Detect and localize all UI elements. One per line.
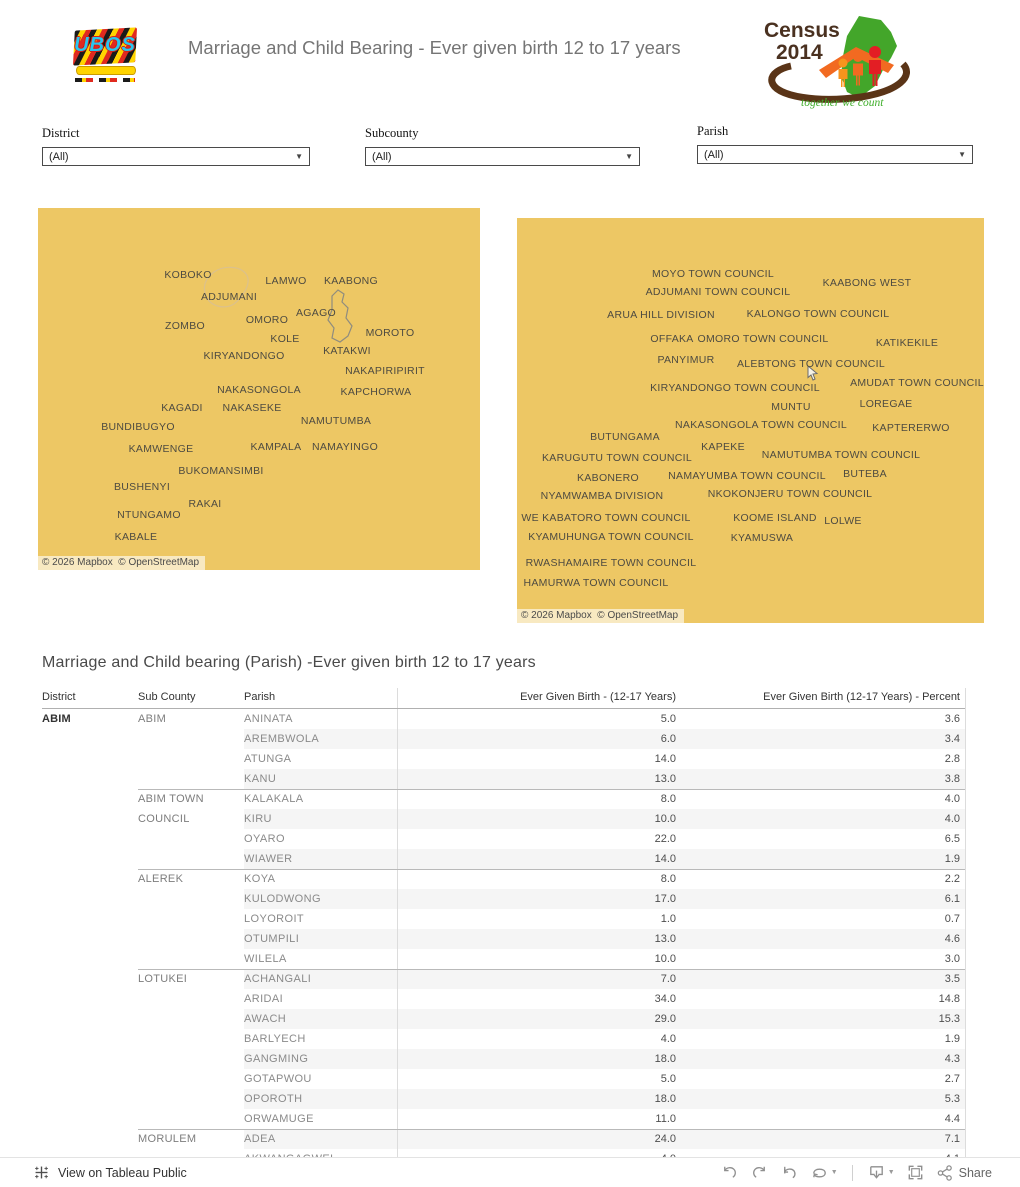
row-indent: [42, 1109, 244, 1129]
page-title: Marriage and Child Bearing - Ever given birth 12 to 17 years: [188, 37, 681, 58]
subcounty-cell[interactable]: ABIM: [138, 713, 167, 725]
table-row: [42, 1049, 965, 1069]
parish-map-label[interactable]: KAABONG WEST: [822, 277, 912, 289]
ubos-logo-text: UBOS: [74, 34, 136, 56]
district-map-label[interactable]: BUSHENYI: [113, 481, 171, 493]
parish-cell[interactable]: WIAWER: [244, 853, 293, 865]
district-map-label[interactable]: KAGADI: [161, 402, 203, 414]
share-button[interactable]: [936, 1164, 992, 1182]
parish-map-label[interactable]: RWASHAMAIRE TOWN COUNCIL: [525, 557, 697, 569]
district-map-label[interactable]: ZOMBO: [165, 320, 205, 332]
district-filter-dropdown[interactable]: [42, 147, 310, 166]
row-indent: [42, 1069, 244, 1089]
parish-map-label[interactable]: ALEBTONG TOWN COUNCIL: [736, 358, 886, 370]
percent-value[interactable]: 3.5: [944, 973, 960, 985]
parish-cell[interactable]: OYARO: [244, 833, 285, 845]
row-strip: [244, 809, 965, 829]
tableau-toolbar: [0, 1157, 1020, 1187]
district-map-label[interactable]: MOROTO: [365, 327, 415, 339]
percent-value[interactable]: 4.0: [944, 813, 960, 825]
district-filter-label: District: [42, 126, 80, 140]
births-value[interactable]: 14.0: [397, 749, 681, 769]
percent-value[interactable]: 4.6: [944, 933, 960, 945]
subcounty-cell[interactable]: ABIM TOWN COUNCIL: [138, 793, 204, 825]
births-value[interactable]: 17.0: [397, 889, 681, 909]
births-value[interactable]: 18.0: [397, 1089, 681, 1109]
births-value[interactable]: 34.0: [397, 989, 681, 1009]
percent-value[interactable]: 6.5: [944, 833, 960, 845]
births-value[interactable]: 10.0: [397, 809, 681, 829]
subcounty-group: [42, 969, 965, 1129]
percent-value[interactable]: 4.4: [944, 1113, 960, 1125]
parish-map-label[interactable]: AMUDAT TOWN COUNCIL: [850, 377, 984, 389]
row-indent: [42, 989, 244, 1009]
row-strip: [244, 1069, 965, 1089]
download-button[interactable]: [867, 1163, 895, 1182]
district-map-label[interactable]: KIRYANDONGO: [203, 350, 285, 362]
table-row: [42, 749, 965, 769]
district-map-label[interactable]: NAMUTUMBA: [300, 415, 372, 427]
subcounty-cell[interactable]: ALEREK: [138, 873, 184, 885]
births-value[interactable]: 5.0: [397, 709, 681, 729]
percent-value[interactable]: 3.4: [944, 733, 960, 745]
parish-cell[interactable]: GOTAPWOU: [244, 1073, 312, 1085]
parish-cell[interactable]: GANGMING: [244, 1053, 309, 1065]
district-map-label[interactable]: KOBOKO: [164, 269, 212, 281]
district-map-label[interactable]: RAKAI: [188, 498, 222, 510]
parish-cell[interactable]: AWACH: [244, 1013, 287, 1025]
table-row: [42, 949, 965, 969]
percent-value[interactable]: 2.7: [944, 1073, 960, 1085]
census-tagline: together we count: [801, 97, 884, 109]
district-map-label[interactable]: KAMPALA: [250, 441, 302, 453]
table-row: [42, 989, 965, 1009]
table-row: [42, 849, 965, 869]
row-strip: [244, 969, 965, 989]
ubos-underline: [75, 78, 135, 82]
births-value[interactable]: 24.0: [397, 1129, 681, 1149]
table-row: [42, 829, 965, 849]
table-row: [42, 909, 965, 929]
row-strip: [244, 1049, 965, 1069]
row-strip: [244, 1009, 965, 1029]
percent-value[interactable]: 4.3: [944, 1053, 960, 1065]
census-year-text: 2014: [776, 41, 823, 64]
col-header-district[interactable]: District: [42, 691, 76, 703]
subcounty-group: [42, 709, 965, 789]
redo-button[interactable]: [750, 1163, 769, 1182]
parish-cell[interactable]: WILELA: [244, 953, 287, 965]
col-header-births[interactable]: Ever Given Birth - (12-17 Years): [397, 688, 681, 708]
births-value[interactable]: 11.0: [397, 1109, 681, 1129]
parish-filter-value: (All): [704, 148, 724, 161]
parish-map-label[interactable]: MOYO TOWN COUNCIL: [652, 268, 774, 280]
row-indent: [42, 749, 244, 769]
district-map-label[interactable]: OMORO: [245, 314, 289, 326]
revert-button[interactable]: [780, 1163, 799, 1182]
parish-cell[interactable]: KULODWONG: [244, 893, 321, 905]
col-header-parish[interactable]: Parish: [244, 691, 276, 703]
percent-value[interactable]: 6.1: [944, 893, 960, 905]
parish-map-label[interactable]: KAPTERERWO: [872, 422, 950, 434]
row-strip: [244, 869, 965, 889]
subcounty-filter-dropdown[interactable]: [365, 147, 640, 166]
parish-data-table: [42, 688, 966, 1169]
table-row: [42, 769, 965, 789]
chevron-down-icon[interactable]: ▼: [295, 152, 303, 161]
district-map-label[interactable]: LAMWO: [265, 275, 307, 287]
row-indent: [42, 829, 244, 849]
fullscreen-icon: [906, 1163, 925, 1182]
subcounty-group: [42, 789, 965, 869]
parish-cell[interactable]: KOYA: [244, 873, 276, 885]
parish-map-label[interactable]: NAMUTUMBA TOWN COUNCIL: [761, 449, 921, 461]
table-row: [42, 1109, 965, 1129]
table-row: [42, 729, 965, 749]
chevron-down-icon: ▼: [887, 1169, 895, 1176]
download-icon: [867, 1163, 886, 1182]
parish-cell[interactable]: LOYOROIT: [244, 913, 305, 925]
col-header-percent[interactable]: Ever Given Birth (12-17 Years) - Percent: [763, 691, 960, 703]
district-map-label[interactable]: NAMAYINGO: [311, 441, 379, 453]
births-value[interactable]: 13.0: [397, 929, 681, 949]
redo-icon: [750, 1163, 769, 1182]
parish-map-label[interactable]: ARUA HILL DIVISION: [607, 309, 715, 321]
row-indent: [42, 1049, 244, 1069]
share-label: Share: [958, 1165, 992, 1180]
parish-filter: [697, 124, 973, 164]
parish-map-label[interactable]: BUTEBA: [843, 468, 887, 480]
subcounty-group: [42, 869, 965, 969]
births-value[interactable]: 13.0: [397, 769, 681, 789]
census-2014-logo: [763, 12, 913, 109]
row-strip: [244, 729, 965, 749]
fullscreen-button[interactable]: [906, 1163, 925, 1182]
row-strip: [244, 829, 965, 849]
births-value[interactable]: 4.0: [397, 1029, 681, 1049]
parish-cell[interactable]: ANINATA: [244, 713, 293, 725]
births-value[interactable]: 18.0: [397, 1049, 681, 1069]
view-on-tableau-public-label: View on Tableau Public: [58, 1165, 187, 1180]
undo-button[interactable]: [720, 1163, 739, 1182]
parish-map-label[interactable]: HAMURWA TOWN COUNCIL: [523, 577, 669, 589]
births-value[interactable]: 1.0: [397, 909, 681, 929]
percent-value[interactable]: 2.2: [944, 873, 960, 885]
parish-cell[interactable]: ORWAMUGE: [244, 1113, 314, 1125]
district-map-label[interactable]: KAPCHORWA: [340, 386, 412, 398]
subcounty-filter-value: (All): [372, 150, 392, 163]
table-row: [42, 1089, 965, 1109]
district-map-label[interactable]: BUKOMANSIMBI: [178, 465, 264, 477]
district-map-label[interactable]: ADJUMANI: [200, 291, 258, 303]
map-attribution[interactable]: © 2026 Mapbox © OpenStreetMap: [38, 556, 205, 570]
row-indent: [42, 929, 244, 949]
parish-map-label[interactable]: KYAMUSWA: [730, 532, 794, 544]
row-indent: [42, 889, 244, 909]
percent-value[interactable]: 2.8: [944, 753, 960, 765]
row-strip: [244, 949, 965, 969]
table-row: [42, 1029, 965, 1049]
district-map[interactable]: [38, 208, 480, 570]
district-map-label[interactable]: KATAKWI: [323, 345, 371, 357]
table-title: Marriage and Child bearing (Parish) -Ever given birth 12 to 17 years: [42, 654, 536, 671]
row-indent: [42, 849, 244, 869]
percent-value[interactable]: 4.0: [944, 793, 960, 805]
ubos-logo: [72, 26, 138, 88]
table-row: [42, 1069, 965, 1089]
percent-value[interactable]: 1.9: [944, 853, 960, 865]
births-value[interactable]: 5.0: [397, 1069, 681, 1089]
row-strip: [244, 789, 965, 809]
row-indent: [42, 769, 244, 789]
district-filter-value: (All): [49, 150, 69, 163]
parish-cell[interactable]: OTUMPILI: [244, 933, 300, 945]
district-map-label[interactable]: BUNDIBUGYO: [101, 421, 175, 433]
percent-value[interactable]: 3.8: [944, 773, 960, 785]
district-map-label[interactable]: KOLE: [270, 333, 300, 345]
parish-cell[interactable]: ATUNGA: [244, 753, 292, 765]
births-value[interactable]: 22.0: [397, 829, 681, 849]
table-row: [42, 889, 965, 909]
percent-value[interactable]: 1.9: [944, 1033, 960, 1045]
census-text: Census: [764, 19, 840, 42]
district-map-label[interactable]: AGAGO: [295, 307, 337, 319]
parish-cell[interactable]: KANU: [244, 773, 277, 785]
district-map-label[interactable]: NAKAPIRIPIRIT: [345, 365, 425, 377]
row-strip: [244, 1109, 965, 1129]
parish-filter-label: Parish: [697, 124, 729, 138]
percent-value[interactable]: 5.3: [944, 1093, 960, 1105]
parish-cell[interactable]: ADEA: [244, 1133, 276, 1145]
district-map-label[interactable]: KAMWENGE: [128, 443, 194, 455]
parish-cell[interactable]: KALAKALA: [244, 793, 304, 805]
row-indent: [42, 1029, 244, 1049]
parish-map-label[interactable]: PANYIMUR: [657, 354, 715, 366]
toolbar-divider: [852, 1165, 853, 1181]
parish-map-label[interactable]: KAPEKE: [701, 441, 745, 453]
tableau-logo-icon: [33, 1164, 50, 1181]
col-header-subcounty[interactable]: Sub County: [138, 691, 196, 703]
parish-cell[interactable]: KIRU: [244, 813, 272, 825]
parish-map-label[interactable]: KABONERO: [577, 472, 639, 484]
births-value[interactable]: 14.0: [397, 849, 681, 869]
table-header-row: [42, 688, 965, 709]
table-row: [42, 1009, 965, 1029]
percent-value[interactable]: 3.6: [944, 713, 960, 725]
share-icon: [936, 1164, 954, 1182]
district-map-label[interactable]: NAKASEKE: [222, 402, 282, 414]
row-strip: [244, 769, 965, 789]
row-indent: [42, 729, 244, 749]
district-map-label[interactable]: NAKASONGOLA: [217, 384, 301, 396]
parish-map-label[interactable]: OMORO TOWN COUNCIL: [697, 333, 829, 345]
row-strip: [244, 709, 965, 729]
row-indent: [42, 1089, 244, 1109]
row-strip: [244, 989, 965, 1009]
undo-icon: [720, 1163, 739, 1182]
parish-map-label[interactable]: KALONGO TOWN COUNCIL: [746, 308, 890, 320]
subcounty-cell[interactable]: MORULEM: [138, 1133, 197, 1145]
births-value[interactable]: 6.0: [397, 729, 681, 749]
births-value[interactable]: 8.0: [397, 789, 681, 809]
row-strip: [244, 1129, 965, 1149]
births-value[interactable]: 8.0: [397, 869, 681, 889]
refresh-icon: [810, 1163, 829, 1182]
row-strip: [244, 929, 965, 949]
map-attribution[interactable]: © 2026 Mapbox © OpenStreetMap: [517, 609, 684, 623]
parish-map-label[interactable]: MUNTU: [771, 401, 811, 413]
parish-map-label[interactable]: ADJUMANI TOWN COUNCIL: [645, 286, 791, 298]
row-strip: [244, 909, 965, 929]
row-indent: [42, 949, 244, 969]
percent-value[interactable]: 7.1: [944, 1133, 960, 1145]
percent-value[interactable]: 0.7: [944, 913, 960, 925]
row-indent: [42, 1009, 244, 1029]
percent-value[interactable]: 15.3: [938, 1013, 960, 1025]
parish-map-label[interactable]: NKOKONJERU TOWN COUNCIL: [707, 488, 873, 500]
district-map-label[interactable]: KAABONG: [323, 275, 379, 287]
births-value[interactable]: 29.0: [397, 1009, 681, 1029]
parish-map-label[interactable]: KIRYANDONGO TOWN COUNCIL: [650, 382, 820, 394]
row-strip: [244, 849, 965, 869]
row-strip: [244, 749, 965, 769]
parish-map-label[interactable]: KOOME ISLAND: [733, 512, 817, 524]
parish-cell[interactable]: AREMBWOLA: [244, 733, 320, 745]
percent-value[interactable]: 3.0: [944, 953, 960, 965]
parish-cell[interactable]: ARIDAI: [244, 993, 284, 1005]
parish-map-label[interactable]: BUTUNGAMA: [590, 431, 660, 443]
parish-map-label[interactable]: LOLWE: [824, 515, 862, 527]
district-filter: [42, 126, 310, 166]
refresh-button[interactable]: [810, 1163, 838, 1182]
births-value[interactable]: 7.0: [397, 969, 681, 989]
row-strip: [244, 1029, 965, 1049]
percent-value[interactable]: 14.8: [938, 993, 960, 1005]
revert-icon: [780, 1163, 799, 1182]
table-row: [42, 929, 965, 949]
parish-cell[interactable]: OPOROTH: [244, 1093, 303, 1105]
subcounty-filter-label: Subcounty: [365, 126, 419, 140]
district-map-label[interactable]: KABALE: [114, 531, 158, 543]
parish-map-label[interactable]: WE KABATORO TOWN COUNCIL: [521, 512, 691, 524]
row-indent: [42, 909, 244, 929]
parish-map-label[interactable]: NAMAYUMBA TOWN COUNCIL: [668, 470, 826, 482]
chevron-down-icon[interactable]: ▼: [625, 152, 633, 161]
parish-map-label[interactable]: OFFAKA: [650, 333, 694, 345]
parish-map-label[interactable]: NAKASONGOLA TOWN COUNCIL: [675, 419, 847, 431]
subcounty-cell[interactable]: LOTUKEI: [138, 973, 188, 985]
chevron-down-icon: ▼: [830, 1169, 838, 1176]
births-value[interactable]: 10.0: [397, 949, 681, 969]
parish-map-label[interactable]: NYAMWAMBA DIVISION: [540, 490, 664, 502]
chevron-down-icon[interactable]: ▼: [958, 150, 966, 159]
parish-map-label[interactable]: KYAMUHUNGA TOWN COUNCIL: [528, 531, 694, 543]
parish-map-label[interactable]: KATIKEKILE: [875, 337, 939, 349]
parish-cell[interactable]: BARLYECH: [244, 1033, 306, 1045]
parish-map-label[interactable]: LOREGAE: [859, 398, 913, 410]
row-strip: [244, 889, 965, 909]
district-map-label[interactable]: NTUNGAMO: [117, 509, 181, 521]
parish-map-label[interactable]: KARUGUTU TOWN COUNCIL: [541, 452, 693, 464]
parish-filter-dropdown[interactable]: [697, 145, 973, 164]
ubos-ribbon: [76, 66, 136, 75]
parish-cell[interactable]: ACHANGALI: [244, 973, 312, 985]
row-strip: [244, 1089, 965, 1109]
subcounty-filter: [365, 126, 640, 166]
district-cell[interactable]: ABIM: [42, 713, 71, 725]
parish-map[interactable]: [517, 218, 984, 623]
table-body: [42, 709, 965, 1169]
view-on-tableau-public-link[interactable]: [33, 1164, 187, 1181]
